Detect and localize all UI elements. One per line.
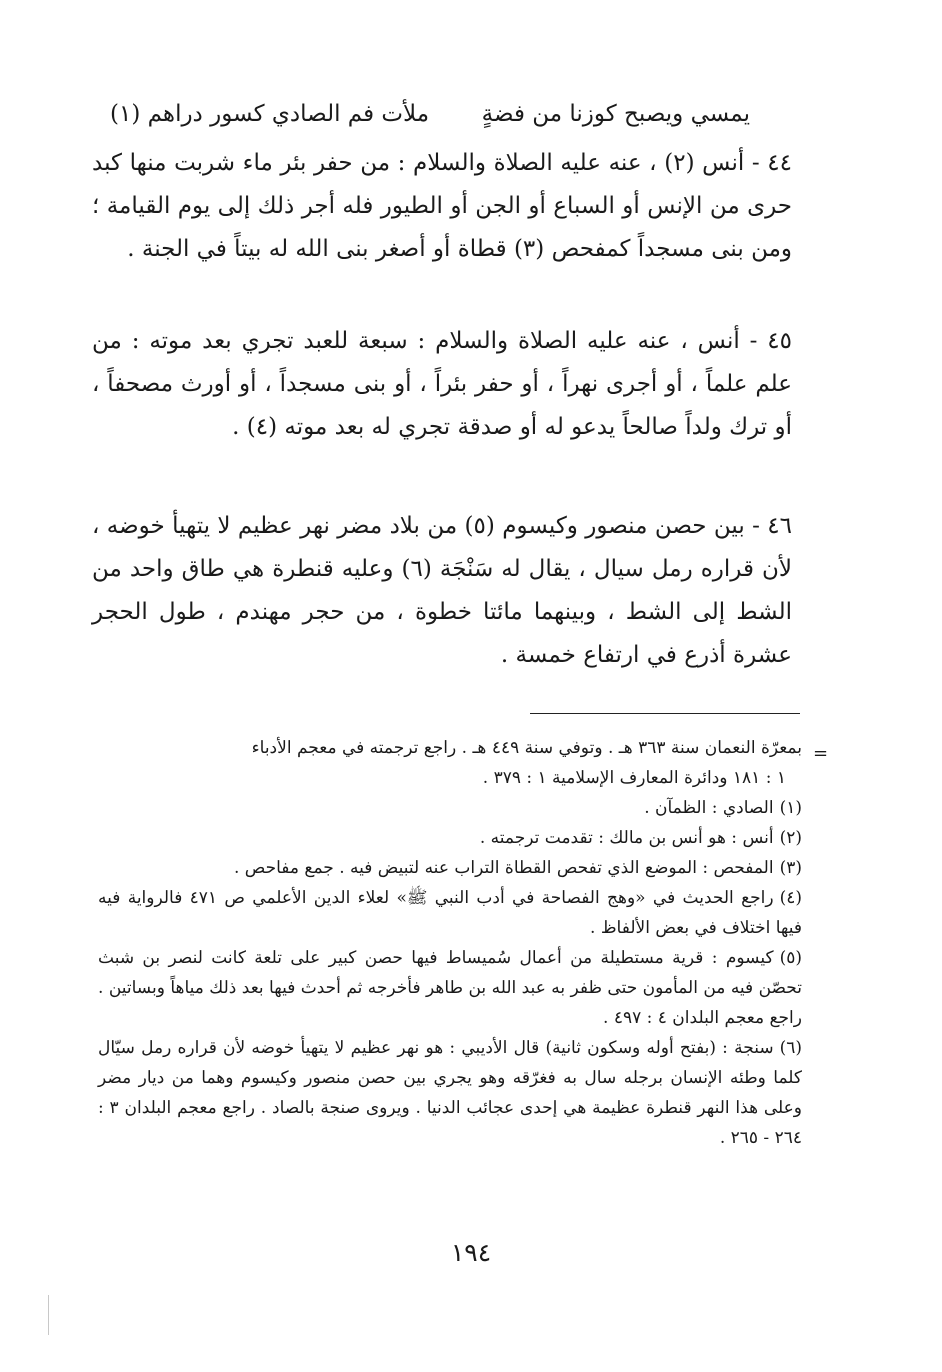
footnote-4	[98, 883, 802, 943]
scan-edge-mark	[48, 1295, 49, 1335]
paragraph-45: ٤٥ - أنس ، عنه عليه الصلاة والسلام : سبعة للعبد تجري بعد موته : من علم علماً ، أو أجرى نهراً ، أو حفر بئراً ، أو بنى مسجداً ، أو أورث مصحفاً ، أو ترك ولداً صالحاً يدعو له أو صدقة تجري له بعد موته (٤) .	[92, 328, 792, 440]
paragraph-46: ٤٦ - بين حصن منصور وكيسوم (٥) من بلاد مضر نهر عظيم لا يتهيأ خوضه ، لأن قراره رمل سيال ، يقال له سَنْجَة (٦) وعليه قنطرة هي طاق واحد من الشط إلى الشط ، وبينهما مائتا خطوة ، من حجر مهندم ، طول الحجر عشرة أذرع في ارتفاع خمسة .	[92, 513, 792, 668]
page-number: ١٩٤	[450, 1238, 492, 1267]
footnote-number: (٥)	[779, 948, 802, 968]
verse-first-hemistich: يمسي ويصبح كوزنا من فضةٍ	[481, 101, 750, 127]
footnote-text: راجع الحديث في «وهج الفصاحة في أدب النبي ﷺ» لعلاء الدين الأعلمي ص ٤٧١ فالرواية فيه فيها اختلاف في بعض الألفاظ .	[98, 888, 802, 938]
footnote-2	[98, 823, 802, 853]
footnote-number: (١)	[779, 798, 802, 818]
footnote-5	[98, 943, 802, 1033]
footnote-6	[98, 1033, 802, 1153]
footnote-text: سنجة : (بفتح أوله وسكون ثانية) قال الأديبي : هو نهر عظيم لا يتهيأ خوضه لأن قراره رمل سيّال كلما وطئه الإنسان برجله سال به فغرّقه وهو يجري بين حصن منصور وكيسوم وهما من ديار مضر وعلى هذا النهر قنطرة عظيمة هي إحدى عجائب الدنيا . ويروى صنجة بالصاد . راجع معجم البلدان ٣ : ٢٦٤ - ٢٦٥ .	[98, 1038, 802, 1148]
footnote-text: المفحص : الموضع الذي تفحص القطاة التراب عنه لتبيض فيه . جمع مفاحص .	[233, 858, 774, 878]
footnotes-section	[98, 733, 802, 1153]
poetry-verse	[110, 92, 750, 136]
footnote-continuation-line: ١ : ١٨١ ودائرة المعارف الإسلامية ١ : ٣٧٩ .	[482, 768, 786, 788]
footnote-continuation-line: بمعرّة النعمان سنة ٣٦٣ هـ . وتوفي سنة ٤٤٩ هـ . راجع ترجمته في معجم الأدباء	[251, 738, 802, 758]
verse-second-hemistich: ملأت فم الصادي كسور دراهم (١)	[110, 101, 430, 127]
footnote-3	[98, 853, 802, 883]
footnote-1	[98, 793, 802, 823]
footnote-separator	[530, 713, 800, 714]
paragraph-44: ٤٤ - أنس (٢) ، عنه عليه الصلاة والسلام : من حفر بئر ماء شربت منها كبد حرى من الإنس أو السباع أو الجن أو الطيور فله أجر ذلك إلى يوم القيامة ؛ ومن بنى مسجداً كمفحص (٣) قطاة أو أصغر بنى الله له بيتاً في الجنة .	[92, 150, 792, 262]
footnote-text: كيسوم : قرية مستطيلة من أعمال سُميساط فيها حصن كبير على تلعة كانت لنصر بن شبث تحصّن فيه من المأمون حتى ظفر به عبد الله بن طاهر فأخرجه ثم أحدث فيها بعد ذلك مياهاً وبساتين . راجع معجم البلدان ٤ : ٤٩٧ .	[98, 948, 802, 1028]
footnote-number: (٢)	[779, 828, 802, 848]
footnote-number: (٦)	[779, 1038, 802, 1058]
footnote-number: (٤)	[779, 888, 802, 908]
footnote-text: أنس : هو أنس بن مالك : تقدمت ترجمته .	[479, 828, 774, 848]
footnote-text: الصادي : الظمآن .	[644, 798, 774, 818]
footnote-number: (٣)	[779, 858, 802, 878]
footnote-continuation-mark: =	[813, 743, 829, 764]
